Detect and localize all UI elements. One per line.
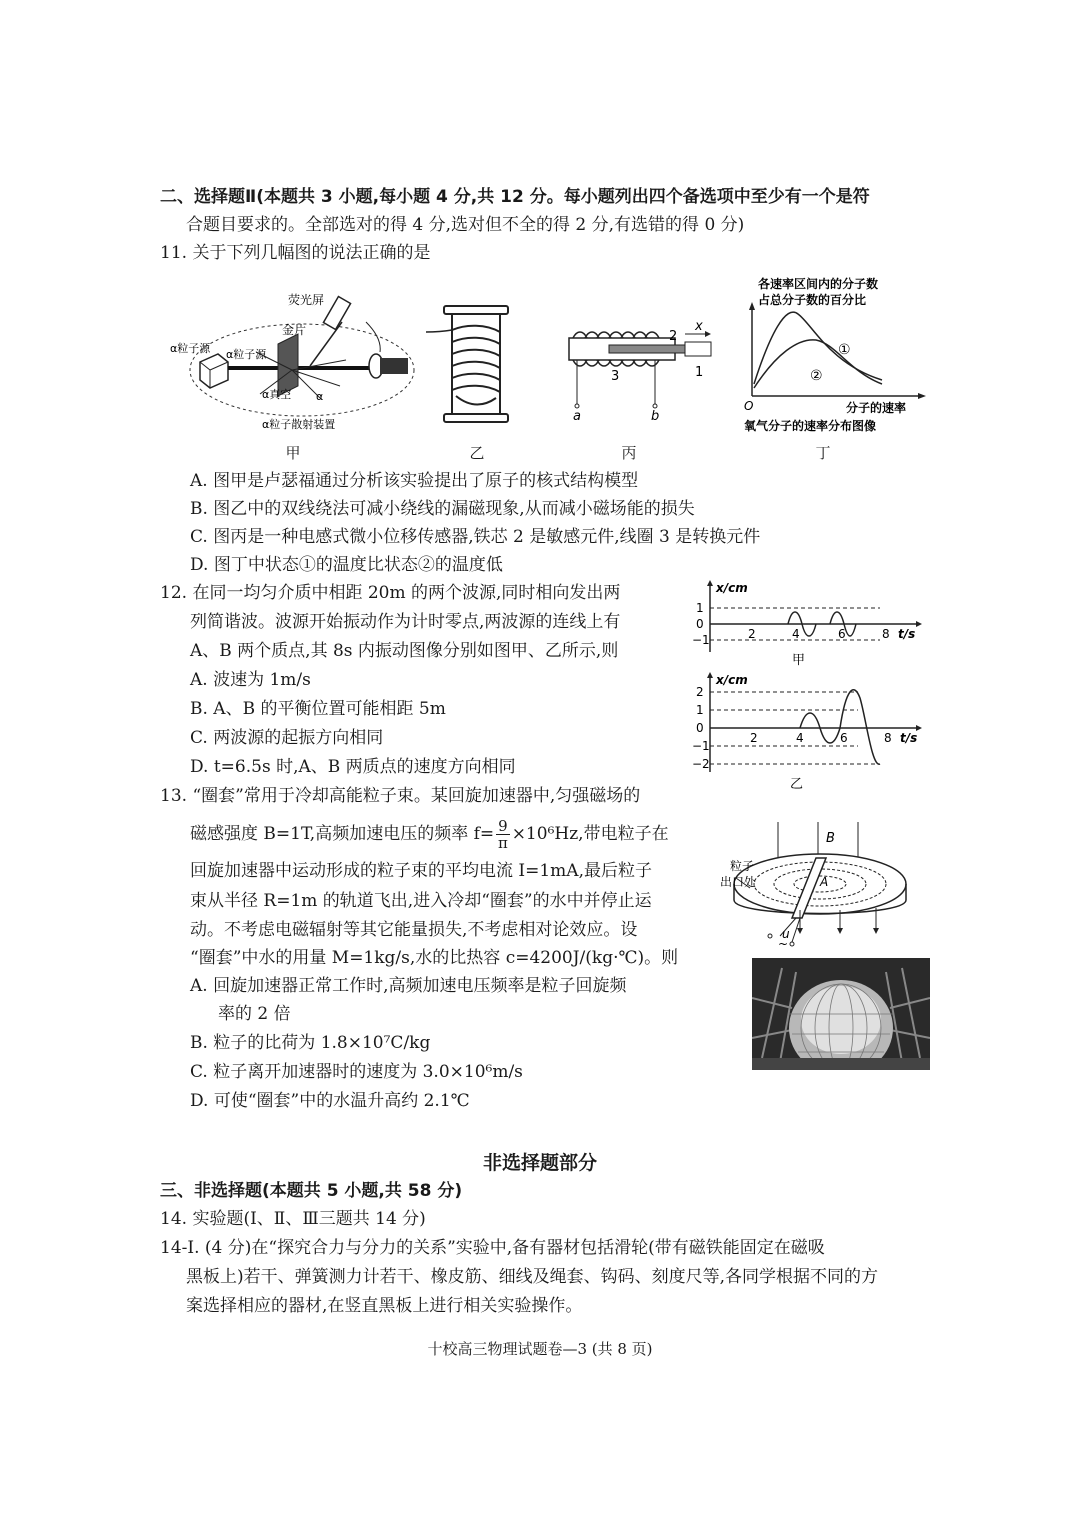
q14-1-line3: 案选择相应的器材,在竖直黑板上进行相关实验操作。 bbox=[186, 1296, 583, 1316]
q12-option-c: C. 两波源的起振方向相同 bbox=[190, 728, 384, 748]
label-alpha: α bbox=[316, 390, 324, 403]
q12-option-d: D. t=6.5s 时,A、B 两质点的速度方向相同 bbox=[190, 757, 516, 777]
q13-option-c: C. 粒子离开加速器时的速度为 3.0×10⁶m/s bbox=[190, 1062, 523, 1082]
label-foil: 金片 bbox=[282, 323, 307, 337]
cyclotron-exit1: 粒子 bbox=[730, 859, 755, 873]
q13-option-a: A. 回旋加速器正常工作时,高频加速电压频率是粒子回旋频 bbox=[190, 976, 627, 996]
ding-ylabel1: 各速率区间内的分子数 bbox=[758, 277, 879, 291]
frequency-fraction bbox=[496, 818, 510, 851]
q13-line1: 13. “圈套”常用于冷却高能粒子束。某回旋加速器中,匀强磁场的 bbox=[160, 786, 641, 806]
label-source-beam: α粒子源 bbox=[226, 348, 267, 361]
sensor-figure bbox=[565, 318, 715, 422]
coil-figure bbox=[426, 302, 526, 426]
q12-graph-jia bbox=[680, 578, 930, 670]
q13-line5: 动。不考虑电磁辐射等其它能量损失,不考虑相对论效应。设 bbox=[190, 920, 638, 940]
label-b: b bbox=[651, 409, 660, 422]
yi-xlabel: t/s bbox=[900, 731, 918, 745]
q11-option-b: B. 图乙中的双线绕法可减小绕线的漏磁现象,从而减小磁场能的损失 bbox=[190, 499, 695, 519]
ding-xlabel: 分子的速率 bbox=[846, 401, 907, 415]
yi-xtick-2: 2 bbox=[750, 731, 758, 745]
label-vacuum: α真空 bbox=[262, 388, 292, 401]
q14-heading: 14. 实验题(Ⅰ、Ⅱ、Ⅲ三题共 14 分) bbox=[160, 1209, 426, 1229]
nonchoice-title: 非选择题部分 bbox=[482, 1152, 597, 1174]
jia-ylabel: x/cm bbox=[716, 581, 748, 595]
yi-ytick-1: 1 bbox=[696, 703, 704, 717]
label-n3: 3 bbox=[611, 369, 620, 384]
yi-ylabel: x/cm bbox=[716, 673, 748, 687]
alpha-scattering-figure bbox=[170, 282, 430, 438]
jia-xtick-4: 4 bbox=[792, 627, 800, 641]
cyclotron-figure bbox=[700, 818, 930, 950]
q13-option-d: D. 可使“圈套”中的水温升高约 2.1℃ bbox=[190, 1091, 470, 1111]
yi-xtick-6: 6 bbox=[840, 731, 848, 745]
section3-heading: 三、非选择题(本题共 5 小题,共 58 分) bbox=[160, 1181, 463, 1201]
q12-line3: A、B 两个质点,其 8s 内振动图像分别如图甲、乙所示,则 bbox=[190, 641, 619, 661]
q12-line2: 列简谐波。波源开始振动作为计时零点,两波源的连线上有 bbox=[190, 612, 621, 632]
section2-heading-line1: 二、选择题Ⅱ(本题共 3 小题,每小题 4 分,共 12 分。每小题列出四个备选项中至少有一个是符 bbox=[160, 187, 870, 207]
q13-line4: 束从半径 R=1m 的轨道飞出,进入冷却“圈套”的水中并停止运 bbox=[190, 891, 652, 911]
jia-xlabel: t/s bbox=[898, 627, 916, 641]
cyclotron-exit2: 出口处 bbox=[720, 875, 757, 889]
jia-xtick-2: 2 bbox=[748, 627, 756, 641]
frac-den: π bbox=[497, 834, 508, 852]
ding-title: 氧气分子的速率分布图像 bbox=[744, 419, 877, 433]
jia-ytick-m1: −1 bbox=[692, 633, 710, 647]
detector-photo bbox=[752, 958, 930, 1070]
frac-num: 9 bbox=[498, 817, 508, 835]
q11-option-a: A. 图甲是卢瑟福通过分析该实验提出了原子的核式结构模型 bbox=[190, 471, 639, 491]
yi-xtick-4: 4 bbox=[796, 731, 804, 745]
q13-line2 bbox=[190, 818, 669, 851]
fig-bing-caption: 丙 bbox=[621, 444, 637, 462]
label-x: x bbox=[695, 319, 703, 334]
section2-heading-line2: 合题目要求的。全部选对的得 4 分,选对但不全的得 2 分,有选错的得 0 分) bbox=[186, 215, 745, 235]
fig-ding-caption: 丁 bbox=[815, 444, 831, 462]
jia-xtick-6: 6 bbox=[838, 627, 846, 641]
label-a: a bbox=[573, 409, 581, 422]
page-footer: 十校高三物理试题卷—3 (共 8 页) bbox=[427, 1340, 653, 1358]
jia-xtick-8: 8 bbox=[882, 627, 890, 641]
q13-option-b: B. 粒子的比荷为 1.8×10⁷C/kg bbox=[190, 1033, 431, 1053]
q12-option-b: B. A、B 的平衡位置可能相距 5m bbox=[190, 699, 446, 719]
q12-option-a: A. 波速为 1m/s bbox=[190, 670, 311, 690]
label-screen: 荧光屏 bbox=[288, 293, 325, 307]
q13-line2-post: ×10⁶Hz,带电粒子在 bbox=[511, 824, 669, 844]
yi-ytick-0: 0 bbox=[696, 721, 704, 735]
q12-graph-yi bbox=[680, 668, 930, 792]
jia-ytick-1: 1 bbox=[696, 601, 704, 615]
fig-jia-caption: 甲 bbox=[285, 444, 301, 462]
cyclotron-tilde: ~ bbox=[778, 937, 789, 950]
speed-distribution-figure bbox=[740, 274, 930, 438]
ding-ylabel2: 占总分子数的百分比 bbox=[758, 293, 867, 307]
ding-curve2: ② bbox=[810, 368, 823, 384]
label-device: α粒子散射装置 bbox=[262, 418, 336, 431]
q11-stem: 11. 关于下列几幅图的说法正确的是 bbox=[160, 243, 431, 263]
cyclotron-b-label: B bbox=[826, 831, 835, 846]
q13-line6: “圈套”中水的用量 M=1kg/s,水的比热容 c=4200J/(kg·℃)。则 bbox=[190, 948, 679, 968]
cyclotron-u-label: u bbox=[782, 927, 790, 941]
jia-caption: 甲 bbox=[792, 653, 806, 668]
q14-1-line2: 黑板上)若干、弹簧测力计若干、橡皮筋、细线及绳套、钩码、刻度尺等,各同学根据不同的方 bbox=[186, 1267, 879, 1287]
q11-option-d: D. 图丁中状态①的温度比状态②的温度低 bbox=[190, 555, 503, 575]
q14-1-line1: 14-Ⅰ. (4 分)在“探究合力与分力的关系”实验中,备有器材包括滑轮(带有磁铁能固定在磁吸 bbox=[160, 1238, 825, 1258]
q11-option-c: C. 图丙是一种电感式微小位移传感器,铁芯 2 是敏感元件,线圈 3 是转换元件 bbox=[190, 527, 761, 547]
label-n2: 2 bbox=[669, 329, 678, 344]
q13-option-a-cont: 率的 2 倍 bbox=[218, 1004, 291, 1024]
yi-xtick-8: 8 bbox=[884, 731, 892, 745]
q13-line3: 回旋加速器中运动形成的粒子束的平均电流 I=1mA,最后粒子 bbox=[190, 861, 652, 881]
ding-origin: O bbox=[744, 399, 754, 413]
fig-yi-caption: 乙 bbox=[469, 444, 485, 462]
label-source-box: α粒子源 bbox=[170, 342, 211, 355]
yi-ytick-2: 2 bbox=[696, 685, 704, 699]
cyclotron-a-label: A bbox=[820, 875, 829, 889]
label-n1: 1 bbox=[695, 365, 704, 380]
jia-ytick-0: 0 bbox=[696, 617, 704, 631]
yi-caption: 乙 bbox=[790, 777, 804, 792]
ding-curve1: ① bbox=[838, 342, 851, 358]
yi-ytick-m2: −2 bbox=[692, 757, 710, 771]
q13-line2-pre: 磁感强度 B=1T,高频加速电压的频率 f= bbox=[190, 824, 495, 844]
q12-line1: 12. 在同一均匀介质中相距 20m 的两个波源,同时相向发出两 bbox=[160, 583, 621, 603]
yi-ytick-m1: −1 bbox=[692, 739, 710, 753]
